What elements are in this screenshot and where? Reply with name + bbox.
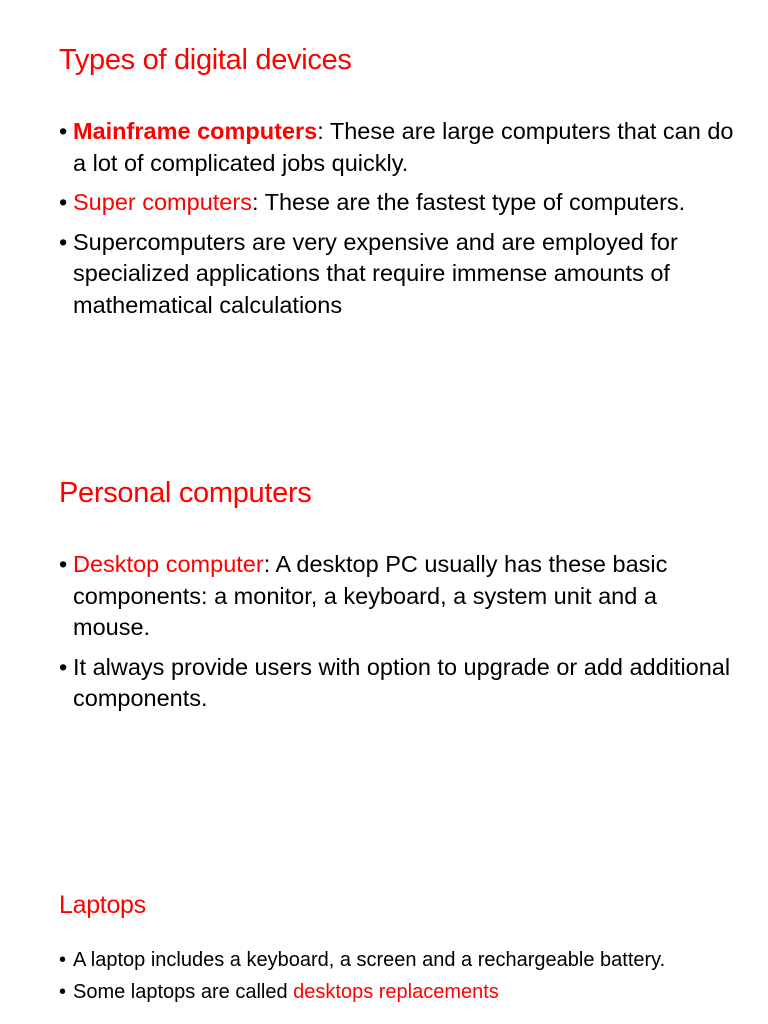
bullet-text: : These are the fastest type of computers.	[251, 189, 686, 215]
bullet-laptop-components	[59, 947, 738, 973]
bullet-upgrade	[59, 652, 738, 715]
bullet-list	[59, 947, 738, 1011]
slide-title: Laptops	[59, 891, 146, 919]
bullet-dot: •	[59, 189, 68, 215]
term-desktop-computer: Desktop computer	[73, 551, 264, 577]
bullet-super-computers	[59, 187, 738, 219]
bullet-dot: •	[59, 949, 67, 971]
bullet-text: Some laptops are called	[73, 981, 294, 1003]
bullet-text: It always provide users with option to upgrade or add additional components.	[73, 653, 731, 711]
term-super-computers: Super computers	[73, 189, 252, 215]
bullet-supercomputers-cost	[59, 227, 738, 322]
bullet-list	[59, 549, 738, 723]
bullet-text: : These are large computers that can do a lot of complicated jobs quickly.	[73, 118, 734, 176]
bullet-dot: •	[59, 653, 68, 680]
term-mainframe: Mainframe computers	[73, 118, 318, 144]
bullet-mainframe	[59, 116, 738, 179]
bullet-desktop-computer	[59, 549, 738, 644]
bullet-list	[59, 116, 738, 329]
term-desktops-replacements: desktops replacements	[293, 981, 499, 1003]
bullet-dot: •	[59, 228, 68, 255]
bullet-text: A laptop includes a keyboard, a screen and a rechargeable battery.	[73, 949, 666, 971]
bullet-dot: •	[59, 551, 68, 577]
bullet-dot: •	[59, 981, 67, 1003]
slide-title: Types of digital devices	[59, 44, 352, 76]
bullet-text: : A desktop PC usually has these basic components: a monitor, a keyboard, a system unit and a mouse.	[73, 551, 668, 640]
bullet-text: Supercomputers are very expensive and are employed for specialized applications that require immense amounts of mathematical calculations	[73, 228, 678, 318]
bullet-desktop-replacements	[59, 979, 738, 1005]
slide-title: Personal computers	[59, 477, 312, 509]
bullet-dot: •	[59, 118, 68, 144]
